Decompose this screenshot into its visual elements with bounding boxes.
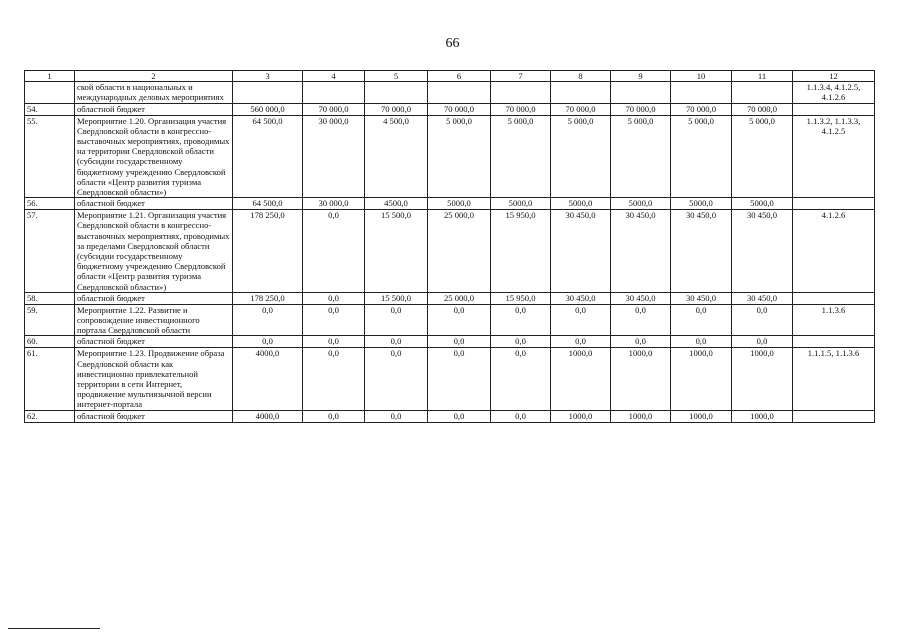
value-cell xyxy=(233,82,303,103)
value-cell: 70 000,0 xyxy=(671,103,732,115)
value-cell: 70 000,0 xyxy=(303,103,365,115)
column-header: 12 xyxy=(793,71,875,82)
value-cell: 0,0 xyxy=(671,336,732,348)
row-number: 55. xyxy=(25,115,75,198)
value-cell: 15 950,0 xyxy=(491,292,551,304)
value-cell: 560 000,0 xyxy=(233,103,303,115)
row-number: 57. xyxy=(25,210,75,293)
table-row xyxy=(25,304,875,336)
value-cell: 0,0 xyxy=(428,304,491,336)
table-row xyxy=(25,292,875,304)
column-header: 9 xyxy=(611,71,671,82)
value-cell: 25 000,0 xyxy=(428,292,491,304)
row-description: областной бюджет xyxy=(75,198,233,210)
row-number: 59. xyxy=(25,304,75,336)
value-cell: 0,0 xyxy=(303,348,365,410)
value-cell: 1000,0 xyxy=(671,348,732,410)
footnote-divider xyxy=(8,628,100,629)
value-cell: 70 000,0 xyxy=(365,103,428,115)
column-header: 1 xyxy=(25,71,75,82)
value-cell xyxy=(428,82,491,103)
value-cell xyxy=(491,82,551,103)
value-cell: 5000,0 xyxy=(551,198,611,210)
target-codes: 1.1.1.5, 1.1.3.6 xyxy=(793,348,875,410)
value-cell: 0,0 xyxy=(303,336,365,348)
value-cell: 30 450,0 xyxy=(732,292,793,304)
value-cell: 64 500,0 xyxy=(233,115,303,198)
table-row xyxy=(25,82,875,103)
column-header: 3 xyxy=(233,71,303,82)
page-number: 66 xyxy=(445,36,460,51)
value-cell xyxy=(732,82,793,103)
value-cell: 0,0 xyxy=(365,304,428,336)
value-cell: 0,0 xyxy=(491,336,551,348)
value-cell: 5 000,0 xyxy=(732,115,793,198)
column-header: 2 xyxy=(75,71,233,82)
value-cell: 30 450,0 xyxy=(671,210,732,293)
target-codes xyxy=(793,292,875,304)
value-cell xyxy=(551,82,611,103)
value-cell: 1000,0 xyxy=(551,410,611,422)
row-description: областной бюджет xyxy=(75,103,233,115)
row-description: областной бюджет xyxy=(75,410,233,422)
value-cell: 0,0 xyxy=(551,336,611,348)
row-number xyxy=(25,82,75,103)
value-cell: 5000,0 xyxy=(428,198,491,210)
value-cell: 30 450,0 xyxy=(551,210,611,293)
value-cell: 5000,0 xyxy=(671,198,732,210)
value-cell: 15 950,0 xyxy=(491,210,551,293)
target-codes xyxy=(793,336,875,348)
budget-table xyxy=(24,70,875,423)
value-cell: 0,0 xyxy=(611,304,671,336)
value-cell: 1000,0 xyxy=(551,348,611,410)
value-cell: 5 000,0 xyxy=(551,115,611,198)
value-cell: 30 000,0 xyxy=(303,115,365,198)
value-cell: 30 450,0 xyxy=(611,210,671,293)
value-cell: 4 500,0 xyxy=(365,115,428,198)
value-cell xyxy=(611,82,671,103)
value-cell: 70 000,0 xyxy=(491,103,551,115)
value-cell: 30 450,0 xyxy=(611,292,671,304)
column-header: 8 xyxy=(551,71,611,82)
value-cell: 0,0 xyxy=(365,348,428,410)
row-description: Мероприятие 1.20. Организация участия Свердловской области в конгрессно-выставочных мероприятиях, проводимых на территории Свердловской области (субсидии государственному бюджетному учреждению Свердловской области «Центр развития туризма Свердловской области») xyxy=(75,115,233,198)
row-number: 62. xyxy=(25,410,75,422)
value-cell: 5 000,0 xyxy=(491,115,551,198)
value-cell: 0,0 xyxy=(428,410,491,422)
target-codes: 1.1.3.6 xyxy=(793,304,875,336)
value-cell: 1000,0 xyxy=(611,410,671,422)
value-cell: 5000,0 xyxy=(611,198,671,210)
value-cell: 0,0 xyxy=(491,304,551,336)
value-cell: 15 500,0 xyxy=(365,210,428,293)
value-cell: 0,0 xyxy=(611,336,671,348)
value-cell: 70 000,0 xyxy=(551,103,611,115)
column-header: 5 xyxy=(365,71,428,82)
column-header: 4 xyxy=(303,71,365,82)
header-row xyxy=(25,71,875,82)
value-cell: 0,0 xyxy=(491,410,551,422)
value-cell xyxy=(671,82,732,103)
value-cell: 0,0 xyxy=(428,336,491,348)
row-number: 54. xyxy=(25,103,75,115)
target-codes xyxy=(793,103,875,115)
column-header: 6 xyxy=(428,71,491,82)
value-cell: 5 000,0 xyxy=(671,115,732,198)
row-number: 58. xyxy=(25,292,75,304)
value-cell: 0,0 xyxy=(491,348,551,410)
table-row xyxy=(25,410,875,422)
value-cell: 30 000,0 xyxy=(303,198,365,210)
row-number: 56. xyxy=(25,198,75,210)
value-cell: 0,0 xyxy=(732,336,793,348)
value-cell: 0,0 xyxy=(303,210,365,293)
row-number: 60. xyxy=(25,336,75,348)
table-row xyxy=(25,336,875,348)
target-codes: 1.1.3.4, 4.1.2.5, 4.1.2.6 xyxy=(793,82,875,103)
value-cell xyxy=(303,82,365,103)
target-codes: 1.1.3.2, 1.1.3.3, 4.1.2.5 xyxy=(793,115,875,198)
column-header: 11 xyxy=(732,71,793,82)
value-cell: 30 450,0 xyxy=(671,292,732,304)
value-cell: 0,0 xyxy=(233,336,303,348)
table-body xyxy=(25,82,875,422)
value-cell: 70 000,0 xyxy=(732,103,793,115)
row-description: Мероприятие 1.22. Развитие и сопровождение инвестиционного портала Свердловской области xyxy=(75,304,233,336)
value-cell: 15 500,0 xyxy=(365,292,428,304)
row-number: 61. xyxy=(25,348,75,410)
value-cell: 4000,0 xyxy=(233,348,303,410)
value-cell: 178 250,0 xyxy=(233,292,303,304)
value-cell: 0,0 xyxy=(233,304,303,336)
target-codes: 4.1.2.6 xyxy=(793,210,875,293)
column-header: 7 xyxy=(491,71,551,82)
row-description: Мероприятие 1.21. Организация участия Свердловской области в конгрессно-выставочных мероприятиях, проводимых за пределами Свердловской области (субсидии государственному бюджетному учреждению Свердловской области «Центр развития туризма Свердловской области») xyxy=(75,210,233,293)
value-cell: 0,0 xyxy=(732,304,793,336)
row-description: ской области в национальных и международных деловых мероприятиях xyxy=(75,82,233,103)
value-cell: 1000,0 xyxy=(611,348,671,410)
value-cell: 70 000,0 xyxy=(428,103,491,115)
table-row xyxy=(25,198,875,210)
target-codes xyxy=(793,198,875,210)
value-cell: 1000,0 xyxy=(671,410,732,422)
value-cell: 0,0 xyxy=(551,304,611,336)
value-cell: 5 000,0 xyxy=(611,115,671,198)
value-cell: 25 000,0 xyxy=(428,210,491,293)
row-description: областной бюджет xyxy=(75,292,233,304)
value-cell: 5 000,0 xyxy=(428,115,491,198)
value-cell: 0,0 xyxy=(671,304,732,336)
value-cell: 0,0 xyxy=(303,292,365,304)
value-cell: 0,0 xyxy=(365,410,428,422)
value-cell: 0,0 xyxy=(303,304,365,336)
column-header: 10 xyxy=(671,71,732,82)
row-description: областной бюджет xyxy=(75,336,233,348)
target-codes xyxy=(793,410,875,422)
value-cell: 0,0 xyxy=(365,336,428,348)
value-cell: 30 450,0 xyxy=(732,210,793,293)
value-cell: 4500,0 xyxy=(365,198,428,210)
value-cell xyxy=(365,82,428,103)
value-cell: 5000,0 xyxy=(491,198,551,210)
value-cell: 1000,0 xyxy=(732,348,793,410)
table-row xyxy=(25,348,875,410)
value-cell: 0,0 xyxy=(428,348,491,410)
table-row xyxy=(25,210,875,293)
value-cell: 4000,0 xyxy=(233,410,303,422)
table-row xyxy=(25,103,875,115)
row-description: Мероприятие 1.23. Продвижение образа Свердловской области как инвестиционно привлекательной территории в сети Интернет, продвижение мультиязычной версии интернет-портала xyxy=(75,348,233,410)
value-cell: 5000,0 xyxy=(732,198,793,210)
value-cell: 70 000,0 xyxy=(611,103,671,115)
table-row xyxy=(25,115,875,198)
value-cell: 1000,0 xyxy=(732,410,793,422)
value-cell: 178 250,0 xyxy=(233,210,303,293)
value-cell: 64 500,0 xyxy=(233,198,303,210)
value-cell: 0,0 xyxy=(303,410,365,422)
value-cell: 30 450,0 xyxy=(551,292,611,304)
